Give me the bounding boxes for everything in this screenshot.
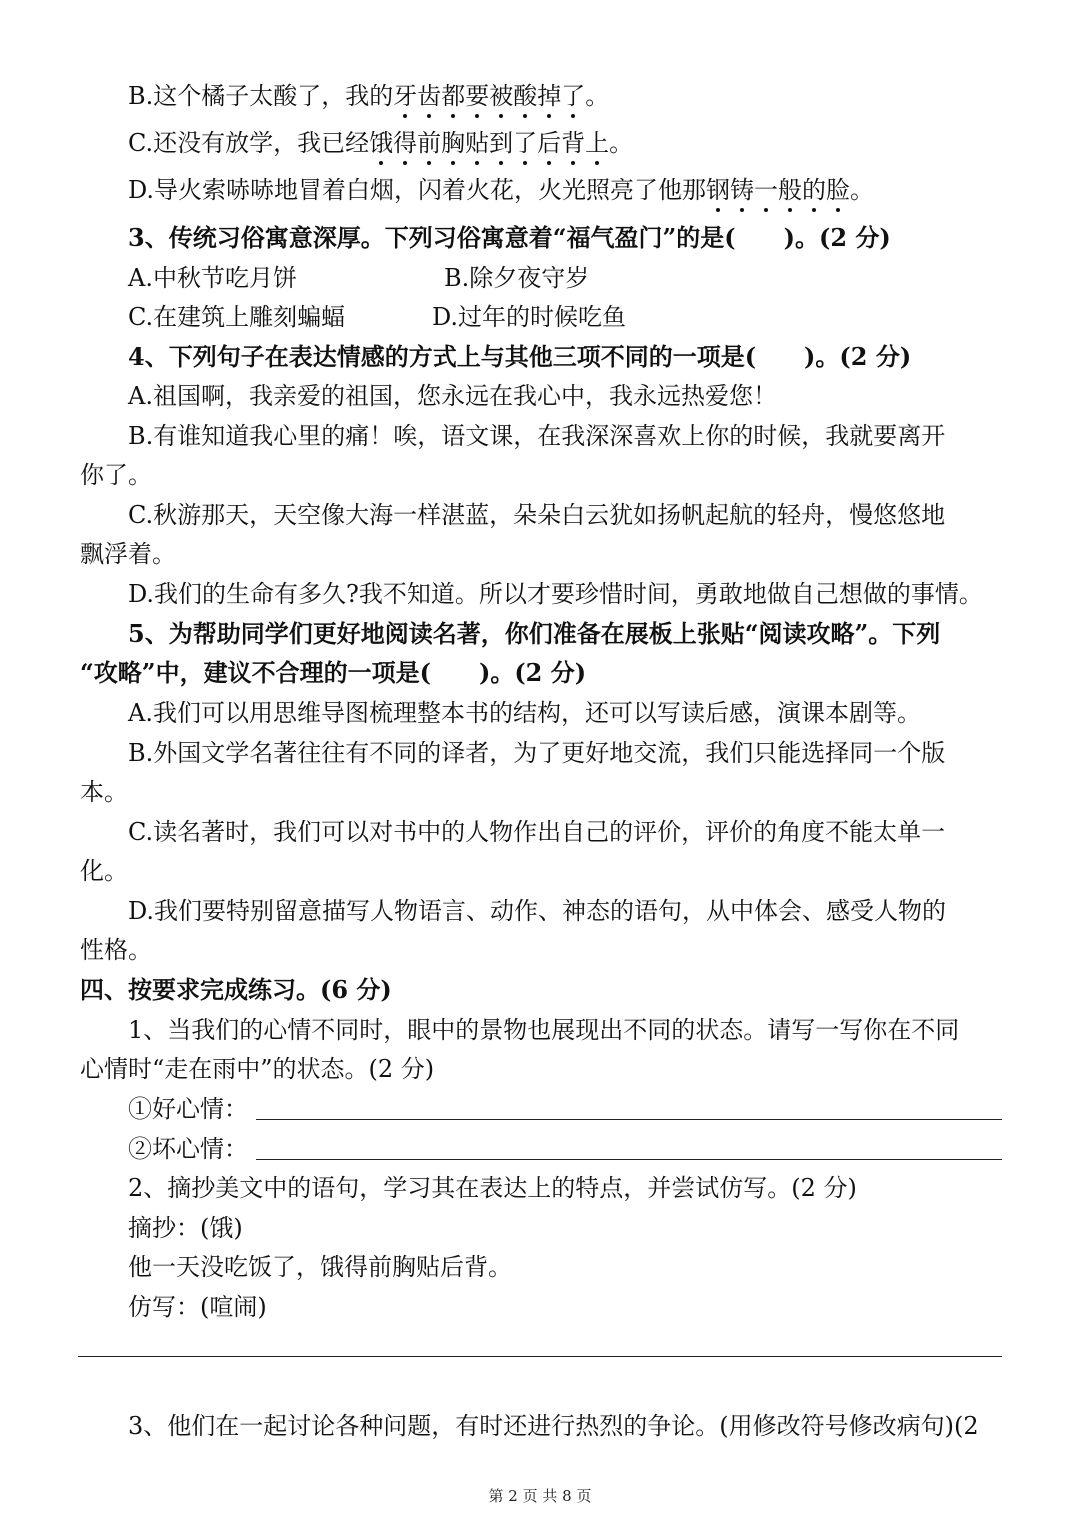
page-footer: 第 2 页 共 8 页 [488,1487,592,1505]
q3-option-d: D.过年的时候吃鱼 [432,303,627,331]
q3-option-c: C.在建筑上雕刻蝙蝠 [128,303,346,331]
question-4-stem: 4、下列句子在表达情感的方式上与其他三项不同的一项是( )。(2 分) [128,342,912,371]
q4-option-d: D.我们的生命有多久?我不知道。所以才要珍惜时间，勇敢地做自己想做的事情。 [128,580,983,608]
sentence-end: 。 [585,82,610,110]
section-4-q1-cont: 心情时“走在雨中”的状态。(2 分) [80,1055,435,1083]
imitate-answer-line[interactable] [78,1356,1002,1357]
emphasized-char: 般 [778,176,803,204]
sentence-text: C.还没有放学，我已经 [128,129,370,157]
option-b-sentence [128,80,609,112]
emphasized-char: 得 [393,129,418,157]
section-4-q3: 3、他们在一起讨论各种问题，有时还进行热烈的争论。(用修改符号修改病句)(2 [128,1412,979,1440]
emphasized-char: 上 [585,129,610,157]
emphasized-char: 饿 [369,129,394,157]
excerpt-label: 摘抄：(饿) [128,1214,243,1242]
excerpt-text: 他一天没吃饭了，饿得前胸贴后背。 [128,1253,512,1281]
emphasized-char: 酸 [513,82,538,110]
emphasized-char: 前 [417,129,442,157]
emphasized-char: 胸 [441,129,466,157]
q5-option-b: B.外国文学名著往往有不同的译者，为了更好地交流，我们只能选择同一个版 [128,739,946,767]
sentence-end: 。 [609,129,634,157]
question-3-stem: 3、传统习俗寓意深厚。下列习俗寓意着“福气盈门”的是( )。(2 分) [128,223,891,252]
q5-option-b-cont: 本。 [80,778,128,806]
q4-option-a: A.祖国啊，我亲爱的祖国，您永远在我心中，我永远热爱您！ [128,382,777,410]
q3-option-a: A.中秋节吃月饼 [128,264,297,292]
emphasized-char: 后 [537,129,562,157]
emphasized-char: 了 [561,82,586,110]
bad-mood-label: ②坏心情： [128,1135,248,1163]
emphasized-char: 一 [754,176,779,204]
q5-option-c: C.读名著时，我们可以对书中的人物作出自己的评价，评价的角度不能太单一 [128,818,946,846]
option-d-sentence [128,174,874,206]
emphasized-char: 到 [489,129,514,157]
emphasized-char: 被 [489,82,514,110]
emphasized-char: 掉 [537,82,562,110]
emphasized-char: 要 [465,82,490,110]
q5-option-a: A.我们可以用思维导图梳理整本书的结构，还可以写读后感，演课本剧等。 [128,699,921,727]
q5-option-d: D.我们要特别留意描写人物语言、动作、神态的语句，从中体会、感受人物的 [128,897,947,925]
emphasized-char: 钢 [706,176,731,204]
emphasized-char: 铸 [730,176,755,204]
emphasized-char: 牙 [393,82,418,110]
emphasized-char: 齿 [417,82,442,110]
sentence-text: D.导火索哧哧地冒着白烟，闪着火花，火光照亮了他那 [128,176,707,204]
emphasized-char: 的 [802,176,827,204]
q3-option-b: B.除夕夜守岁 [444,264,590,292]
option-c-sentence [128,127,633,159]
q5-option-d-cont: 性格。 [80,936,152,964]
question-5-stem: 5、为帮助同学们更好地阅读名著，你们准备在展板上张贴“阅读攻略”。下列 [128,619,941,648]
q4-option-c: C.秋游那天，天空像大海一样湛蓝，朵朵白云犹如扬帆起航的轻舟，慢悠悠地 [128,501,946,529]
section-4-q2: 2、摘抄美文中的语句，学习其在表达上的特点，并尝试仿写。(2 分) [128,1174,857,1202]
good-mood-label: ①好心情： [128,1095,248,1123]
section-4-title: 四、按要求完成练习。(6 分) [80,975,392,1004]
emphasized-char: 都 [441,82,466,110]
emphasized-char: 贴 [465,129,490,157]
good-mood-answer-line[interactable] [256,1119,1002,1120]
q4-option-c-cont: 飘浮着。 [80,540,176,568]
emphasized-char: 脸 [826,176,851,204]
q5-option-c-cont: 化。 [80,857,128,885]
question-5-stem-cont: “攻略”中，建议不合理的一项是( )。(2 分) [80,658,587,687]
sentence-end: 。 [850,176,875,204]
emphasized-char: 背 [561,129,586,157]
imitate-label: 仿写：(喧闹) [128,1293,267,1321]
sentence-text: B.这个橘子太酸了，我的 [128,82,394,110]
q4-option-b: B.有谁知道我心里的痛！唉，语文课，在我深深喜欢上你的时候，我就要离开 [128,422,946,450]
bad-mood-answer-line[interactable] [256,1159,1002,1160]
emphasized-char: 了 [513,129,538,157]
section-4-q1: 1、当我们的心情不同时，眼中的景物也展现出不同的状态。请写一写你在不同 [128,1016,960,1044]
q4-option-b-cont: 你了。 [80,461,152,489]
